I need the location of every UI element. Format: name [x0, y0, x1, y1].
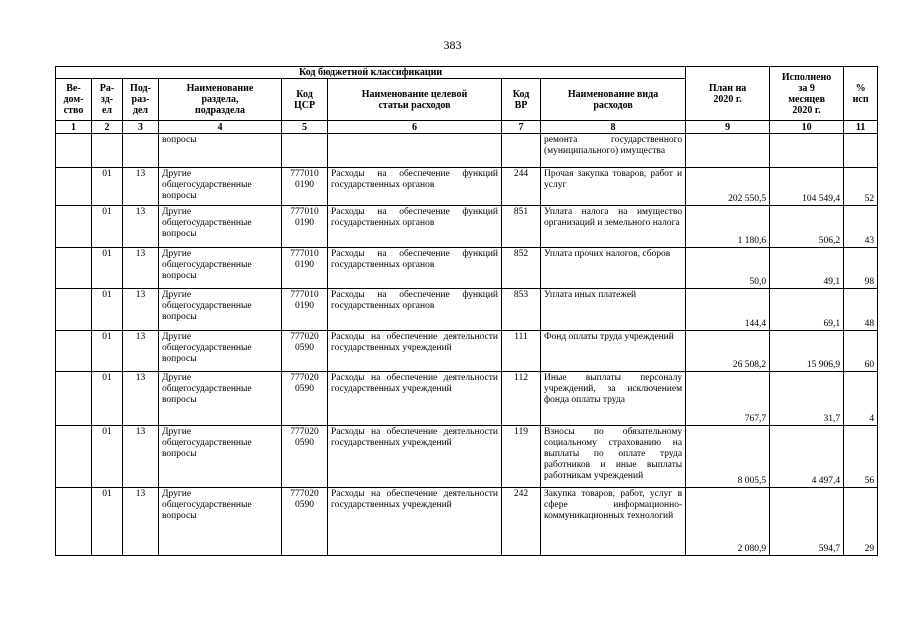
- row-razdel: 01: [92, 289, 123, 331]
- row-section-name: Другие общегосударственные вопросы: [159, 331, 282, 372]
- row-razdel: 01: [92, 488, 123, 556]
- row-podrazdel: [123, 134, 159, 168]
- row-vr-code: [502, 134, 541, 168]
- row-target-name: Расходы на обеспечение функций государственных органов: [328, 289, 502, 331]
- row-plan-value: 144,4: [686, 289, 770, 331]
- row-percent-value: 98: [844, 248, 878, 289]
- row-section-name: Другие общегосударственные вопросы: [159, 206, 282, 248]
- row-target-name: Расходы на обеспечение функций государственных органов: [328, 168, 502, 206]
- table-row: [56, 289, 878, 331]
- row-done-value: [770, 134, 844, 168]
- classification-group-header: Код бюджетной классификации: [56, 67, 686, 79]
- row-section-name: Другие общегосударственные вопросы: [159, 168, 282, 206]
- row-podrazdel: 13: [123, 488, 159, 556]
- table-row: [56, 426, 878, 488]
- row-vedomstvo: [56, 134, 92, 168]
- row-vr-code: 853: [502, 289, 541, 331]
- header-razdel: Ра- зд- ел: [92, 79, 123, 121]
- row-razdel: 01: [92, 248, 123, 289]
- row-csr-code: 777010 0190: [282, 289, 328, 331]
- row-vr-code: 851: [502, 206, 541, 248]
- row-vedomstvo: [56, 206, 92, 248]
- row-target-name: Расходы на обеспечение деятельности государственных учреждений: [328, 426, 502, 488]
- row-podrazdel: 13: [123, 372, 159, 426]
- table-row: [56, 248, 878, 289]
- row-kind-name: Уплата иных платежей: [541, 289, 686, 331]
- table-row: [56, 331, 878, 372]
- column-number: 10: [770, 121, 844, 134]
- row-vr-code: 112: [502, 372, 541, 426]
- header-vedomstvo: Ве- дом- ство: [56, 79, 92, 121]
- row-vr-code: 244: [502, 168, 541, 206]
- row-plan-value: 8 005,5: [686, 426, 770, 488]
- row-vedomstvo: [56, 372, 92, 426]
- row-done-value: 15 906,9: [770, 331, 844, 372]
- header-target-name: Наименование целевой статьи расходов: [328, 79, 502, 121]
- row-kind-name: Иные выплаты персоналу учреждений, за исключением фонда оплаты труда: [541, 372, 686, 426]
- row-target-name: Расходы на обеспечение деятельности государственных учреждений: [328, 372, 502, 426]
- row-section-name: Другие общегосударственные вопросы: [159, 372, 282, 426]
- row-kind-name: Уплата налога на имущество организаций и земельного налога: [541, 206, 686, 248]
- row-section-name: Другие общегосударственные вопросы: [159, 426, 282, 488]
- row-razdel: 01: [92, 168, 123, 206]
- row-plan-value: 2 080,9: [686, 488, 770, 556]
- budget-table: [55, 66, 878, 556]
- row-percent-value: 29: [844, 488, 878, 556]
- row-csr-code: 777020 0590: [282, 488, 328, 556]
- column-number: 8: [541, 121, 686, 134]
- column-number-row: [56, 121, 878, 134]
- table-header: [56, 67, 878, 134]
- row-vr-code: 119: [502, 426, 541, 488]
- row-vr-code: 111: [502, 331, 541, 372]
- row-plan-value: 767,7: [686, 372, 770, 426]
- row-podrazdel: 13: [123, 331, 159, 372]
- row-csr-code: 777020 0590: [282, 372, 328, 426]
- row-percent-value: 60: [844, 331, 878, 372]
- row-vedomstvo: [56, 331, 92, 372]
- row-done-value: 594,7: [770, 488, 844, 556]
- column-number: 4: [159, 121, 282, 134]
- row-plan-value: [686, 134, 770, 168]
- row-kind-name: Взносы по обязательному социальному страхованию на выплаты по оплате труда работников и иные выплаты работникам учреждений: [541, 426, 686, 488]
- row-done-value: 4 497,4: [770, 426, 844, 488]
- row-vedomstvo: [56, 168, 92, 206]
- row-vr-code: 852: [502, 248, 541, 289]
- row-vr-code: 242: [502, 488, 541, 556]
- row-target-name: Расходы на обеспечение деятельности государственных учреждений: [328, 331, 502, 372]
- row-percent-value: 56: [844, 426, 878, 488]
- row-done-value: 69,1: [770, 289, 844, 331]
- header-kind-name: Наименование вида расходов: [541, 79, 686, 121]
- row-csr-code: 777010 0190: [282, 248, 328, 289]
- row-vedomstvo: [56, 248, 92, 289]
- row-razdel: 01: [92, 372, 123, 426]
- column-number: 2: [92, 121, 123, 134]
- row-plan-value: 50,0: [686, 248, 770, 289]
- row-percent-value: [844, 134, 878, 168]
- row-vedomstvo: [56, 488, 92, 556]
- header-section-name: Наименование раздела, подраздела: [159, 79, 282, 121]
- row-kind-name: Уплата прочих налогов, сборов: [541, 248, 686, 289]
- row-podrazdel: 13: [123, 426, 159, 488]
- table-row: [56, 488, 878, 556]
- row-done-value: 49,1: [770, 248, 844, 289]
- row-done-value: 104 549,4: [770, 168, 844, 206]
- row-podrazdel: 13: [123, 168, 159, 206]
- row-kind-name: ремонта государственного (муниципального) имущества: [541, 134, 686, 168]
- table-row: [56, 168, 878, 206]
- row-kind-name: Закупка товаров, работ, услуг в сфере информационно-коммуникационных технологий: [541, 488, 686, 556]
- column-number: 7: [502, 121, 541, 134]
- column-number: 5: [282, 121, 328, 134]
- row-csr-code: 777020 0590: [282, 426, 328, 488]
- row-vedomstvo: [56, 289, 92, 331]
- header-csr: Код ЦСР: [282, 79, 328, 121]
- row-razdel: 01: [92, 331, 123, 372]
- row-target-name: Расходы на обеспечение функций государственных органов: [328, 206, 502, 248]
- column-number: 3: [123, 121, 159, 134]
- table-row: [56, 372, 878, 426]
- row-section-name: вопросы: [159, 134, 282, 168]
- row-section-name: Другие общегосударственные вопросы: [159, 248, 282, 289]
- row-plan-value: 26 508,2: [686, 331, 770, 372]
- row-csr-code: 777020 0590: [282, 331, 328, 372]
- row-razdel: 01: [92, 426, 123, 488]
- header-vr: Код ВР: [502, 79, 541, 121]
- header-plan: План на 2020 г.: [686, 67, 770, 121]
- row-csr-code: 777010 0190: [282, 168, 328, 206]
- column-number: 11: [844, 121, 878, 134]
- header-percent: % исп: [844, 67, 878, 121]
- row-done-value: 31,7: [770, 372, 844, 426]
- row-podrazdel: 13: [123, 206, 159, 248]
- row-kind-name: Прочая закупка товаров, работ и услуг: [541, 168, 686, 206]
- row-section-name: Другие общегосударственные вопросы: [159, 488, 282, 556]
- column-number: 6: [328, 121, 502, 134]
- column-number: 1: [56, 121, 92, 134]
- row-percent-value: 4: [844, 372, 878, 426]
- table-body: [56, 134, 878, 556]
- column-number: 9: [686, 121, 770, 134]
- row-csr-code: 777010 0190: [282, 206, 328, 248]
- row-target-name: Расходы на обеспечение функций государственных органов: [328, 248, 502, 289]
- row-section-name: Другие общегосударственные вопросы: [159, 289, 282, 331]
- table-row: [56, 206, 878, 248]
- table-row: [56, 134, 878, 168]
- row-razdel: 01: [92, 206, 123, 248]
- row-vedomstvo: [56, 426, 92, 488]
- row-target-name: Расходы на обеспечение деятельности государственных учреждений: [328, 488, 502, 556]
- header-podrazdel: Под- раз- дел: [123, 79, 159, 121]
- row-done-value: 506,2: [770, 206, 844, 248]
- row-podrazdel: 13: [123, 248, 159, 289]
- row-percent-value: 43: [844, 206, 878, 248]
- row-percent-value: 48: [844, 289, 878, 331]
- row-plan-value: 1 180,6: [686, 206, 770, 248]
- row-csr-code: [282, 134, 328, 168]
- row-podrazdel: 13: [123, 289, 159, 331]
- row-razdel: [92, 134, 123, 168]
- row-kind-name: Фонд оплаты труда учреждений: [541, 331, 686, 372]
- page-number: 383: [443, 38, 462, 52]
- row-target-name: [328, 134, 502, 168]
- row-plan-value: 202 550,5: [686, 168, 770, 206]
- header-done: Исполнено за 9 месяцев 2020 г.: [770, 67, 844, 121]
- row-percent-value: 52: [844, 168, 878, 206]
